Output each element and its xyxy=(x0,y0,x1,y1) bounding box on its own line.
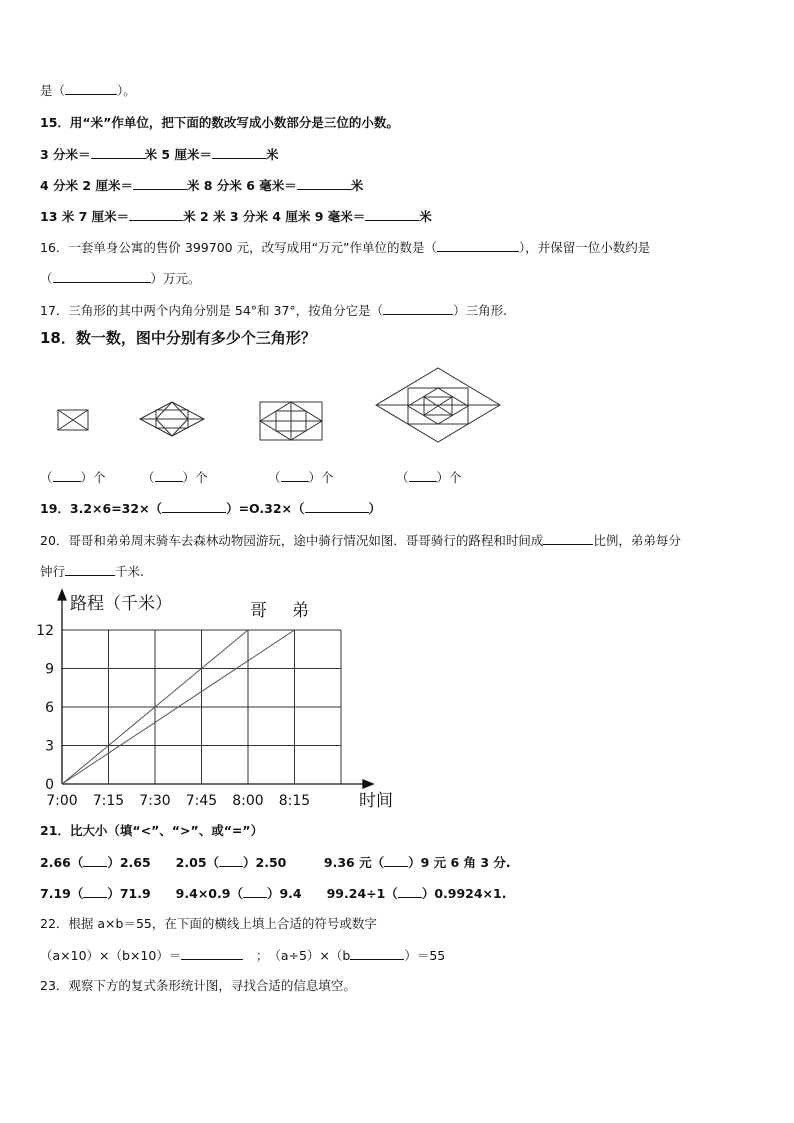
question-text: ； （a÷5）×（b xyxy=(243,948,351,963)
question-line xyxy=(40,563,144,580)
x-tick-label: 8:15 xyxy=(278,793,311,809)
question-line xyxy=(40,916,377,932)
question-text: 是（ xyxy=(40,83,66,98)
answer-blank[interactable] xyxy=(133,177,187,190)
question-text: ）万元。 xyxy=(150,271,201,286)
y-tick-label: 9 xyxy=(45,661,54,678)
question-text: （ xyxy=(396,470,409,485)
series-label: 哥 xyxy=(250,601,267,621)
question-line xyxy=(40,532,681,549)
figure-4 xyxy=(376,368,500,442)
question-text: ）三角形. xyxy=(453,303,508,318)
question-text: ）个 xyxy=(182,470,208,485)
question-line xyxy=(40,239,650,256)
question-line xyxy=(40,885,506,902)
question-text: ），并保留一位小数约是 xyxy=(519,240,651,255)
question-text: 4 分米 2 厘米＝ xyxy=(40,178,133,193)
question-text: 米 2 米 3 分米 4 厘米 9 毫米＝ xyxy=(183,209,366,224)
answer-blank[interactable] xyxy=(383,302,453,315)
answer-blank[interactable] xyxy=(53,270,151,283)
question-text: （ xyxy=(142,470,155,485)
answer-blank[interactable] xyxy=(281,469,309,482)
question-text: 23．观察下方的复式条形统计图，寻找合适的信息填空。 xyxy=(40,978,356,993)
question-text: 米 xyxy=(265,147,279,162)
answer-blank[interactable] xyxy=(91,146,145,159)
question-line xyxy=(142,469,208,486)
figure-2 xyxy=(140,402,204,436)
question-line xyxy=(40,500,381,517)
x-axis-arrow xyxy=(363,780,373,788)
answer-blank[interactable] xyxy=(219,854,243,867)
question-text: 米 xyxy=(419,209,432,224)
question-text: ）0.9924×1. xyxy=(421,886,507,901)
question-text: ）9.4 99.24÷1（ xyxy=(266,886,398,901)
q18-title: 18．数一数，图中分别有多少个三角形？ xyxy=(40,329,316,347)
question-line xyxy=(268,469,334,486)
question-text: 米 5 厘米＝ xyxy=(144,147,212,162)
figure-3 xyxy=(260,402,322,440)
answer-blank[interactable] xyxy=(53,469,81,482)
question-text: 13 米 7 厘米＝ xyxy=(40,209,130,224)
answer-blank[interactable] xyxy=(83,885,107,898)
x-tick-label: 7:00 xyxy=(46,793,78,809)
answer-blank[interactable] xyxy=(543,532,593,545)
question-line xyxy=(40,302,507,319)
answer-blank[interactable] xyxy=(83,854,107,867)
question-line xyxy=(396,469,462,486)
question-text: 15．用“米”作单位，把下面的数改写成小数部分是三位的小数。 xyxy=(40,115,399,130)
question-text: （ xyxy=(40,271,53,286)
question-text: 千米. xyxy=(115,564,144,579)
question-line xyxy=(40,177,363,194)
question-line xyxy=(40,208,432,225)
series-label: 弟 xyxy=(292,601,309,621)
question-text: 20．哥哥和弟弟周末骑车去森林动物园游玩，途中骑行情况如图．哥哥骑行的路程和时间成 xyxy=(40,533,544,548)
question-text: 米 8 分米 6 毫米＝ xyxy=(186,178,297,193)
question-text: ）＝55 xyxy=(404,948,446,963)
question-text: ）=O.32×（ xyxy=(226,501,305,516)
question-text: 3 分米＝ xyxy=(40,147,91,162)
question-text: 米 xyxy=(350,178,364,193)
question-text: ）71.9 9.4×0.9（ xyxy=(107,886,243,901)
question-text: 7.19（ xyxy=(40,886,84,901)
x-tick-label: 7:15 xyxy=(92,793,125,809)
question-line xyxy=(40,854,511,871)
question-text: （ xyxy=(268,470,281,485)
question-line xyxy=(40,978,356,994)
figure-1 xyxy=(58,410,88,430)
question-text: （a×10）×（b×10）＝ xyxy=(40,948,182,963)
y-axis-label: 路程（千米） xyxy=(70,594,172,614)
triangle-figures xyxy=(40,378,510,458)
y-tick-label: 12 xyxy=(36,623,54,639)
distance-time-chart xyxy=(30,588,393,811)
question-line xyxy=(40,82,136,99)
question-text: （ xyxy=(40,470,53,485)
answer-blank[interactable] xyxy=(409,469,437,482)
question-text: ）个 xyxy=(308,470,334,485)
answer-blank[interactable] xyxy=(162,500,226,513)
answer-blank[interactable] xyxy=(350,947,404,960)
question-text: 钟行 xyxy=(40,564,66,579)
answer-blank[interactable] xyxy=(212,146,266,159)
x-tick-label: 7:45 xyxy=(185,793,218,809)
answer-blank[interactable] xyxy=(365,208,419,221)
answer-blank[interactable] xyxy=(65,82,117,95)
question-text: 21．比大小（填“<”、“>”、或“=”） xyxy=(40,823,264,838)
question-text: 比例，弟弟每分 xyxy=(593,533,681,548)
question-line xyxy=(40,115,399,131)
question-text: 2.66（ xyxy=(40,855,84,870)
y-tick-label: 3 xyxy=(45,738,54,755)
x-tick-label: 8:00 xyxy=(232,793,264,809)
y-axis-arrow xyxy=(58,590,66,600)
question-text: 22．根据 a×b＝55，在下面的横线上填上合适的符号或数字 xyxy=(40,916,377,931)
question-text: ）9 元 6 角 3 分. xyxy=(408,855,511,870)
question-line xyxy=(40,823,263,839)
question-text: 17．三角形的其中两个内角分别是 54°和 37°，按角分它是（ xyxy=(40,303,384,318)
answer-blank[interactable] xyxy=(65,563,115,576)
question-line xyxy=(40,469,106,486)
answer-blank[interactable] xyxy=(155,469,183,482)
answer-blank[interactable] xyxy=(305,500,369,513)
question-text: ） xyxy=(368,501,382,516)
x-tick-label: 7:30 xyxy=(139,793,171,809)
question-line xyxy=(40,270,201,287)
question-text: ）个 xyxy=(80,470,106,485)
answer-blank[interactable] xyxy=(129,208,183,221)
question-text: 16．一套单身公寓的售价 399700 元，改写成用“万元”作单位的数是（ xyxy=(40,240,438,255)
question-text: ）2.50 9.36 元（ xyxy=(243,855,385,870)
y-tick-label: 6 xyxy=(45,700,54,716)
answer-blank[interactable] xyxy=(243,885,267,898)
question-text: ）2.65 2.05（ xyxy=(107,855,220,870)
question-text: ）个 xyxy=(436,470,462,485)
answer-blank[interactable] xyxy=(384,854,408,867)
answer-blank[interactable] xyxy=(297,177,351,190)
question-text: ）。 xyxy=(117,83,136,98)
question-text: 19．3.2×6=32×（ xyxy=(40,501,163,516)
question-line xyxy=(40,146,278,163)
answer-blank[interactable] xyxy=(437,239,519,252)
answer-blank[interactable] xyxy=(398,885,422,898)
x-axis-label: 时间 xyxy=(359,791,393,811)
y-tick-label: 0 xyxy=(45,777,54,793)
question-line xyxy=(40,947,445,964)
answer-blank[interactable] xyxy=(181,947,243,960)
